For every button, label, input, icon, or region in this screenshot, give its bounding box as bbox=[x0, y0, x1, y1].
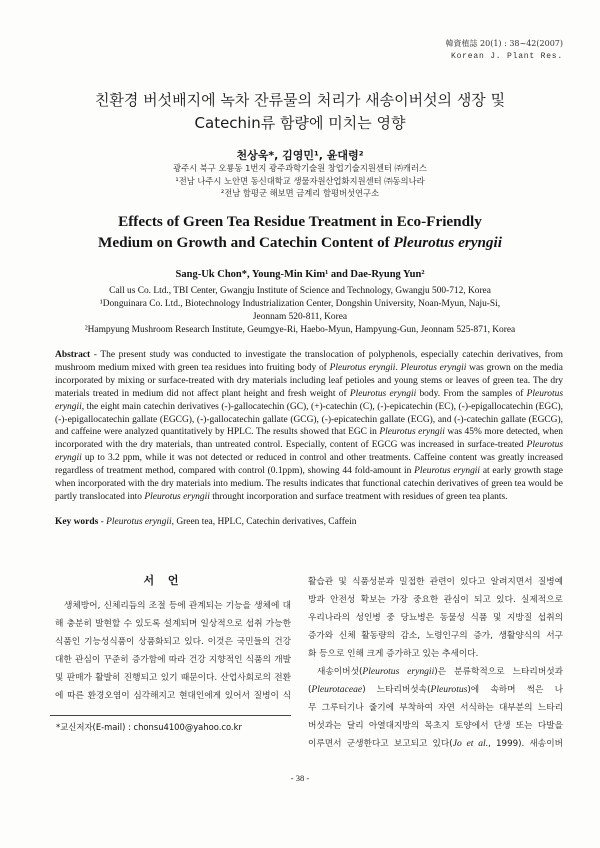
body-text-line: 에 따른 환경오염이 심각해지고 현대인에게 있어서 질병이 식 bbox=[55, 691, 291, 701]
italic-text: Pleurotaceae bbox=[311, 684, 363, 695]
italic-text: Pleurotus bbox=[430, 684, 468, 695]
body-column-left bbox=[55, 597, 291, 705]
body-text-line: 화 등으로 인해 크게 증가하고 있는 추세이다. bbox=[308, 649, 479, 659]
text-run: , the eight main catechin derivatives (-)-gallocatechin (GC), (+)-catechin (C), (-)-epicatechin (EC), (-)-epigallocatechin (EGC), (-)-epigallocatechin gallate (EGCG), (-)-gallocatechin gallate (GCG), (-)-epicatechin gallate (ECG), and (-)-catechin gallate (EGCG), and caffeine were analyzed quantitatively by HPLC. The results showed that EGC in bbox=[55, 401, 563, 438]
text-run: ) 느타리버섯속( bbox=[362, 685, 431, 695]
text-run: )에 속하며 썩은 나 bbox=[467, 685, 563, 695]
text-run: body. From the samples of bbox=[416, 388, 527, 399]
body-text-line: 방과 안전성 확보는 가장 중요한 관심이 되고 있다. 실제적으로 bbox=[308, 595, 563, 605]
italic-text: Pleurotus eryngii bbox=[414, 466, 481, 477]
title-korean-line: Catechin류 함량에 미치는 영향 bbox=[194, 114, 406, 132]
body-text-line bbox=[308, 735, 563, 753]
body-text-line: 활습관 및 식품성분과 밀접한 관련이 있다고 알려지면서 질병예 bbox=[308, 577, 563, 587]
italic-text: Pleurotus eryngii bbox=[329, 362, 396, 373]
text-run: was grown on the media incorporated by mixing or surface-treated with dry materials including leaf petioles and young stems or leaves of green tea. The dry materials treated in medium did not affect plant height and fresh weight of bbox=[55, 362, 563, 399]
body-text-line: 식품인 기능성식품이 상품화되고 있다. 이것은 국민들의 건강 bbox=[55, 637, 291, 647]
body-text-line: 버섯과는 달리 아열대지방의 목초지 토양에서 단생 또는 다발을 bbox=[308, 721, 563, 731]
italic-text: Pleurotus eryngii bbox=[349, 388, 417, 399]
body-text-line: 우리나라의 성인병 중 당뇨병은 동물성 식품 및 지방질 섭취의 bbox=[308, 613, 563, 623]
abstract-section bbox=[55, 349, 563, 529]
body-text-line: 대한 관심이 꾸준히 증가함에 따라 건강 지향적인 식품의 개발 bbox=[55, 655, 291, 665]
body-text-line: 증가와 신체 활동량의 감소, 노령인구의 증가, 생활양식의 서구 bbox=[308, 631, 563, 641]
title-korean bbox=[0, 89, 600, 135]
affiliation-line: Jeonnam 520-811, Korea bbox=[252, 312, 348, 322]
corresponding-author-footnote: *교신저자(E-mail) : chonsu4100@yahoo.co.kr bbox=[56, 722, 242, 732]
text-run: up to 3.2 ppm, while it was not detected or reduced in control and other treatments. Caffeine content was greatly increased regardless of treatment method, compared with control (0.1ppm), showing 44 fold-amount in bbox=[55, 453, 563, 477]
affiliation-line: 광주시 북구 오룡동 1번지 광주과학기술원 창업기술지원센터 ㈜캐러스 bbox=[173, 163, 427, 173]
footnote-divider bbox=[50, 715, 291, 716]
keywords bbox=[55, 516, 563, 529]
italic-text: Pleurotus eryngii bbox=[362, 666, 435, 677]
body-text-line: 무 그루터기나 줄기에 부착하여 자연 서식하는 대부분의 느타리 bbox=[308, 703, 563, 713]
bold-text: Abstract bbox=[55, 350, 91, 360]
text-run: ( bbox=[308, 685, 312, 695]
title-korean-line: 친환경 버섯배지에 녹차 잔류물의 처리가 새송이버섯의 생장 및 bbox=[94, 91, 506, 109]
title-english bbox=[0, 211, 600, 253]
title-english-line bbox=[0, 232, 600, 253]
title-english-line: Effects of Green Tea Residue Treatment in Eco-Friendly bbox=[118, 213, 482, 230]
italic-text: Pleurotus eryngii bbox=[144, 491, 210, 502]
text-run: - bbox=[98, 516, 107, 527]
body-text-line bbox=[308, 681, 563, 699]
affiliation-line: ¹Donguinara Co. Ltd., Biotechnology Industrialization Center, Dongshin University, Noan-Myun, Naju-Si, bbox=[99, 299, 501, 309]
section-heading-introduction: 서 언 bbox=[143, 574, 179, 587]
italic-text: Pleurotus eryngii bbox=[55, 388, 563, 412]
italic-text: Pleurotus eryngii bbox=[106, 516, 172, 527]
text-run: 새송이버섯( bbox=[317, 667, 363, 677]
journal-citation: 韓資植誌 20(1) : 38~42(2007) bbox=[445, 39, 563, 48]
page-number: - 38 - bbox=[290, 773, 310, 783]
authors-english: Sang-Uk Chon*, Young-Min Kim¹ and Dae-Ryung Yun² bbox=[175, 269, 425, 280]
text-run: Medium on Growth and Catechin Content of bbox=[98, 234, 394, 251]
italic-text: Pleurotus eryngii bbox=[379, 427, 445, 438]
affiliation-line: ¹전남 나주시 노안면 동신대학교 생물자원산업화지원센터 ㈜동의나라 bbox=[175, 175, 425, 186]
body-text-line: 및 판매가 활발히 진행되고 있기 때문이다. 산업사회로의 전환 bbox=[55, 673, 291, 683]
text-run: )은 분류학적으로 느타리버섯과 bbox=[434, 667, 563, 677]
affiliations-english bbox=[0, 285, 600, 337]
text-run: 이루면서 군생한다고 보고되고 있다( bbox=[308, 739, 453, 749]
text-run: , Green tea, HPLC, Catechin derivatives, Caffein bbox=[171, 516, 357, 527]
affiliation-line: ²전남 함평군 해보면 금계리 함평버섯연구소 bbox=[220, 188, 380, 198]
text-run: at early growth stage when incorporated with the dry materials into medium. The results indicates that functional catechin derivatives of green tea would be partly translocated into bbox=[55, 466, 563, 502]
affiliation-line: ²Hampyung Mushroom Research Institute, Geumgye-Ri, Haebo-Myun, Hampyung-Gun, Jeonnam 525-871, Korea bbox=[84, 325, 516, 335]
text-run: , 1999). 새송이버 bbox=[488, 739, 563, 749]
journal-name: Korean J. Plant Res. bbox=[450, 52, 563, 61]
italic-text: Jo et al. bbox=[452, 738, 489, 749]
text-run: was 45% more detected, when incorporated with the dry materials, than untreated control. Especially, content of EGCG was increased in surface-treated bbox=[55, 427, 563, 451]
italic-text: Pleurotus eryngii bbox=[400, 362, 467, 373]
body-text-line: 생체방어, 신체리듬의 조절 등에 관계되는 기능을 생체에 대 bbox=[64, 601, 291, 611]
abstract-paragraph bbox=[55, 349, 563, 504]
bold-text: Key words bbox=[55, 516, 99, 527]
text-run: throught incorporation and surface treatment with residues of green tea plants. bbox=[209, 491, 508, 502]
italic-text: Pleurotus eryngii bbox=[393, 234, 502, 251]
text-run: - The present study was conducted to investigate the translocation of polyphenols, especially catechin derivatives, from mushroom medium mixed with green tea residues into fruiting body of bbox=[55, 350, 563, 373]
affiliation-line: Call us Co. Ltd., TBI Center, Gwangju Institute of Science and Technology, Gwangju 500-712, Korea bbox=[109, 286, 491, 296]
affiliations-korean bbox=[0, 162, 600, 200]
body-column-right bbox=[308, 573, 563, 753]
authors-korean: 천상욱*, 김영민¹, 윤대령² bbox=[236, 149, 364, 162]
italic-text: Pleurotus eryngii bbox=[55, 440, 563, 464]
text-run: . bbox=[395, 362, 401, 373]
body-text-line: 해 충분히 발현할 수 있도록 설계되며 일상적으로 섭취 가능한 bbox=[55, 619, 291, 629]
body-text-line bbox=[308, 663, 563, 681]
